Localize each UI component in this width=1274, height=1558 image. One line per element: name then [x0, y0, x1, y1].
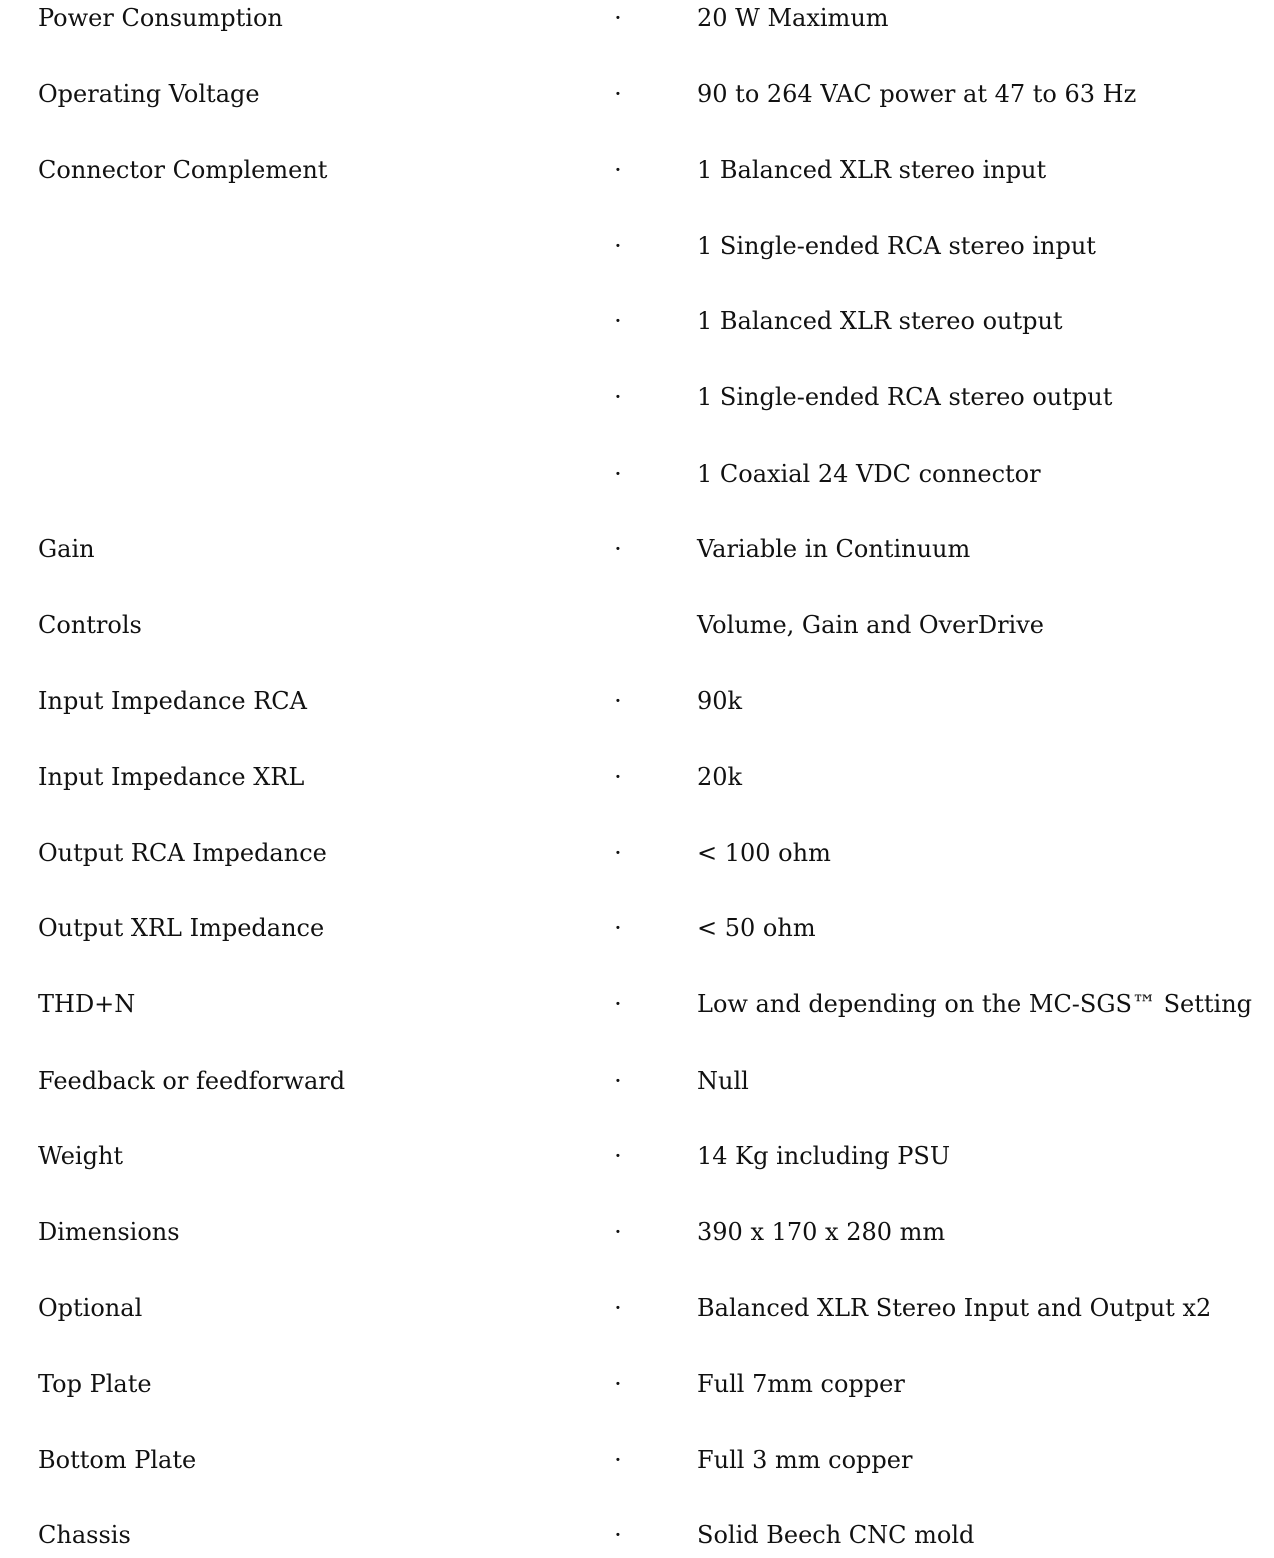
spec-bullet: ·	[614, 839, 622, 867]
spec-row-output-rca-impedance	[0, 836, 1274, 876]
spec-row-input-impedance-xrl	[0, 760, 1274, 800]
spec-label: Gain	[38, 535, 95, 563]
spec-row-connector-rca-input	[0, 229, 1274, 269]
spec-row-connector-complement	[0, 153, 1274, 193]
spec-bullet: ·	[614, 156, 622, 184]
spec-bullet: ·	[614, 535, 622, 563]
spec-label: Feedback or feedforward	[38, 1067, 346, 1095]
spec-bullet: ·	[614, 990, 622, 1018]
spec-row-connector-rca-output	[0, 380, 1274, 420]
spec-bullet: ·	[614, 687, 622, 715]
spec-value: Balanced XLR Stereo Input and Output x2	[697, 1294, 1212, 1322]
spec-row-thd-n	[0, 987, 1274, 1027]
spec-value: 1 Single-ended RCA stereo output	[697, 383, 1113, 411]
spec-row-feedback	[0, 1064, 1274, 1104]
spec-row-weight	[0, 1139, 1274, 1179]
spec-row-controls	[0, 608, 1274, 648]
spec-value: 1 Coaxial 24 VDC connector	[697, 460, 1041, 488]
spec-label: Output RCA Impedance	[38, 839, 327, 867]
spec-label: Bottom Plate	[38, 1446, 197, 1474]
spec-label: Controls	[38, 611, 142, 639]
spec-value: < 100 ohm	[697, 839, 831, 867]
spec-bullet: ·	[614, 1294, 622, 1322]
spec-value: 14 Kg including PSU	[697, 1142, 951, 1170]
spec-row-power-consumption	[0, 1, 1274, 41]
spec-label: Input Impedance XRL	[38, 763, 305, 791]
spec-value: 390 x 170 x 280 mm	[697, 1218, 946, 1246]
spec-label: Operating Voltage	[38, 80, 260, 108]
spec-bullet: ·	[614, 1142, 622, 1170]
spec-value: Variable in Continuum	[697, 535, 971, 563]
spec-bullet: ·	[614, 1521, 622, 1549]
spec-row-bottom-plate	[0, 1443, 1274, 1483]
spec-label: Input Impedance RCA	[38, 687, 308, 715]
spec-value: 20k	[697, 763, 743, 791]
spec-label: THD+N	[38, 990, 136, 1018]
spec-bullet: ·	[614, 232, 622, 260]
spec-value: Full 7mm copper	[697, 1370, 905, 1398]
spec-value: 90k	[697, 687, 743, 715]
spec-row-connector-coaxial	[0, 457, 1274, 497]
spec-label: Dimensions	[38, 1218, 180, 1246]
spec-row-top-plate	[0, 1367, 1274, 1407]
spec-value: Volume, Gain and OverDrive	[697, 611, 1044, 639]
spec-row-dimensions	[0, 1215, 1274, 1255]
spec-value: < 50 ohm	[697, 914, 816, 942]
spec-row-connector-xlr-output	[0, 304, 1274, 344]
spec-bullet: ·	[614, 763, 622, 791]
spec-value: 1 Balanced XLR stereo input	[697, 156, 1047, 184]
spec-bullet: ·	[614, 1446, 622, 1474]
spec-row-input-impedance-rca	[0, 684, 1274, 724]
spec-bullet: ·	[614, 307, 622, 335]
spec-value: 1 Single-ended RCA stereo input	[697, 232, 1096, 260]
spec-bullet: ·	[614, 4, 622, 32]
spec-label: Chassis	[38, 1521, 131, 1549]
spec-value: 20 W Maximum	[697, 4, 889, 32]
spec-label: Top Plate	[38, 1370, 152, 1398]
spec-label: Connector Complement	[38, 156, 328, 184]
spec-value: Full 3 mm copper	[697, 1446, 913, 1474]
spec-bullet: ·	[614, 383, 622, 411]
spec-value: Low and depending on the MC-SGS™ Setting	[697, 990, 1253, 1018]
spec-bullet: ·	[614, 1067, 622, 1095]
spec-label: Output XRL Impedance	[38, 914, 325, 942]
spec-value: 90 to 264 VAC power at 47 to 63 Hz	[697, 80, 1137, 108]
spec-row-optional	[0, 1291, 1274, 1331]
spec-value: Solid Beech CNC mold	[697, 1521, 975, 1549]
spec-bullet: ·	[614, 1218, 622, 1246]
spec-label: Power Consumption	[38, 4, 283, 32]
spec-value: 1 Balanced XLR stereo output	[697, 307, 1063, 335]
spec-bullet: ·	[614, 460, 622, 488]
spec-value: Null	[697, 1067, 749, 1095]
spec-bullet: ·	[614, 1370, 622, 1398]
spec-row-chassis	[0, 1518, 1274, 1558]
spec-row-gain	[0, 532, 1274, 572]
spec-row-operating-voltage	[0, 77, 1274, 117]
spec-bullet: ·	[614, 914, 622, 942]
spec-label: Optional	[38, 1294, 143, 1322]
spec-bullet: ·	[614, 80, 622, 108]
spec-row-output-xrl-impedance	[0, 911, 1274, 951]
spec-label: Weight	[38, 1142, 124, 1170]
